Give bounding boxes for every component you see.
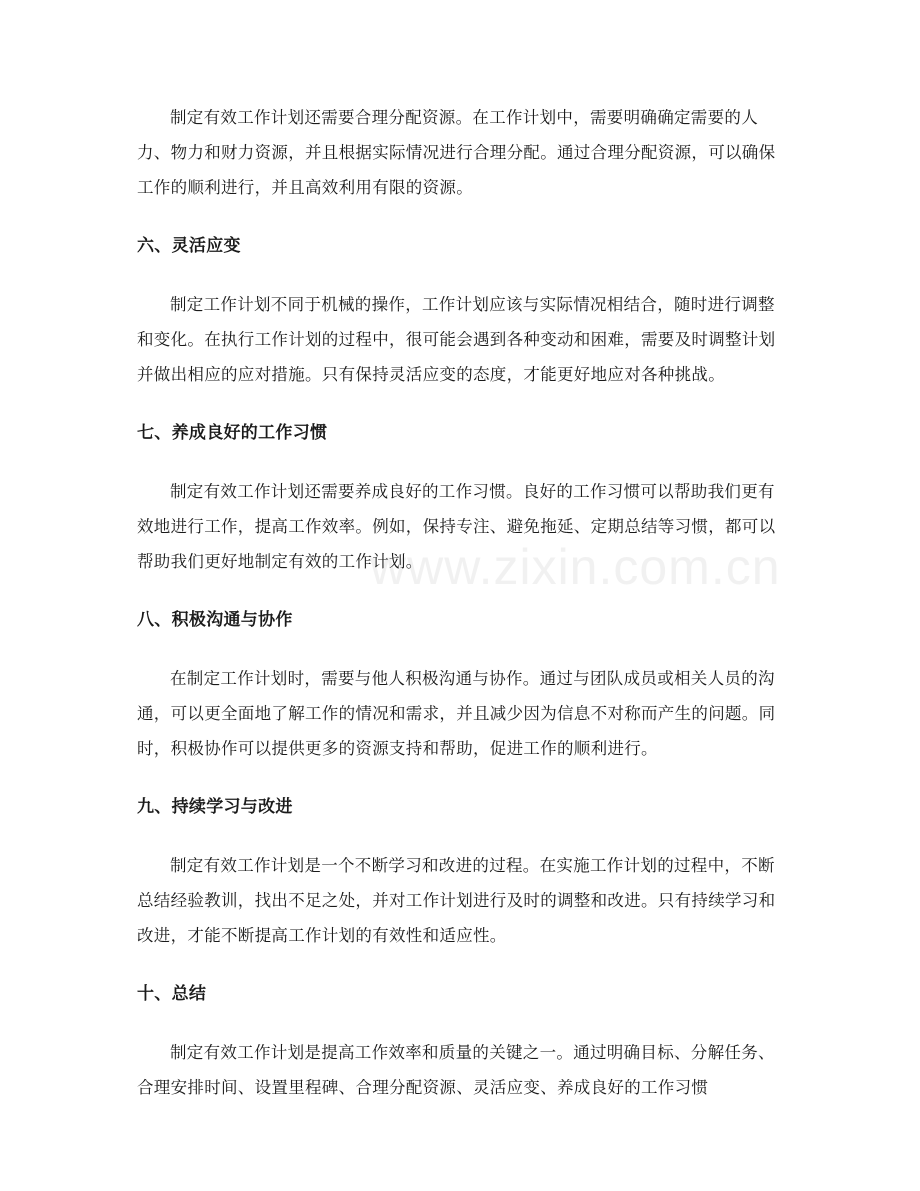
paragraph-flexibility: 制定工作计划不同于机械的操作，工作计划应该与实际情况相结合，随时进行调整和变化。在执行工作计划的过程中，很可能会遇到各种变动和困难，需要及时调整计划并做出相应的应对措施。只有保持灵活应变的态度，才能更好地应对各种挑战。 xyxy=(137,295,776,384)
paragraph-communication: 在制定工作计划时，需要与他人积极沟通与协作。通过与团队成员或相关人员的沟通，可以更全面地了解工作的情况和需求，并且减少因为信息不对称而产生的问题。同时，积极协作可以提供更多的资源支持和帮助，促进工作的顺利进行。 xyxy=(137,669,776,758)
section-heading-8: 八、积极沟通与协作 xyxy=(137,610,293,630)
section-heading-10: 十、总结 xyxy=(137,984,207,1004)
paragraph-resource-allocation: 制定有效工作计划还需要合理分配资源。在工作计划中，需要明确确定需要的人力、物力和财力资源，并且根据实际情况进行合理分配。通过合理分配资源，可以确保工作的顺利进行，并且高效利用有限的资源。 xyxy=(137,108,776,197)
paragraph-continuous-learning: 制定有效工作计划是一个不断学习和改进的过程。在实施工作计划的过程中，不断总结经验教训，找出不足之处，并对工作计划进行及时的调整和改进。只有持续学习和改进，才能不断提高工作计划的有效性和适应性。 xyxy=(137,856,776,945)
section-heading-6: 六、灵活应变 xyxy=(137,236,241,256)
paragraph-summary: 制定有效工作计划是提高工作效率和质量的关键之一。通过明确目标、分解任务、合理安排时间、设置里程碑、合理分配资源、灵活应变、养成良好的工作习惯 xyxy=(137,1043,775,1097)
section-heading-9: 九、持续学习与改进 xyxy=(137,797,293,817)
paragraph-work-habits: 制定有效工作计划还需要养成良好的工作习惯。良好的工作习惯可以帮助我们更有效地进行工作，提高工作效率。例如，保持专注、避免拖延、定期总结等习惯，都可以帮助我们更好地制定有效的工作计划。 xyxy=(137,482,776,571)
document-page xyxy=(137,100,783,1133)
section-heading-7: 七、养成良好的工作习惯 xyxy=(137,423,328,443)
watermark: www.zixin.com.cn xyxy=(370,539,781,595)
